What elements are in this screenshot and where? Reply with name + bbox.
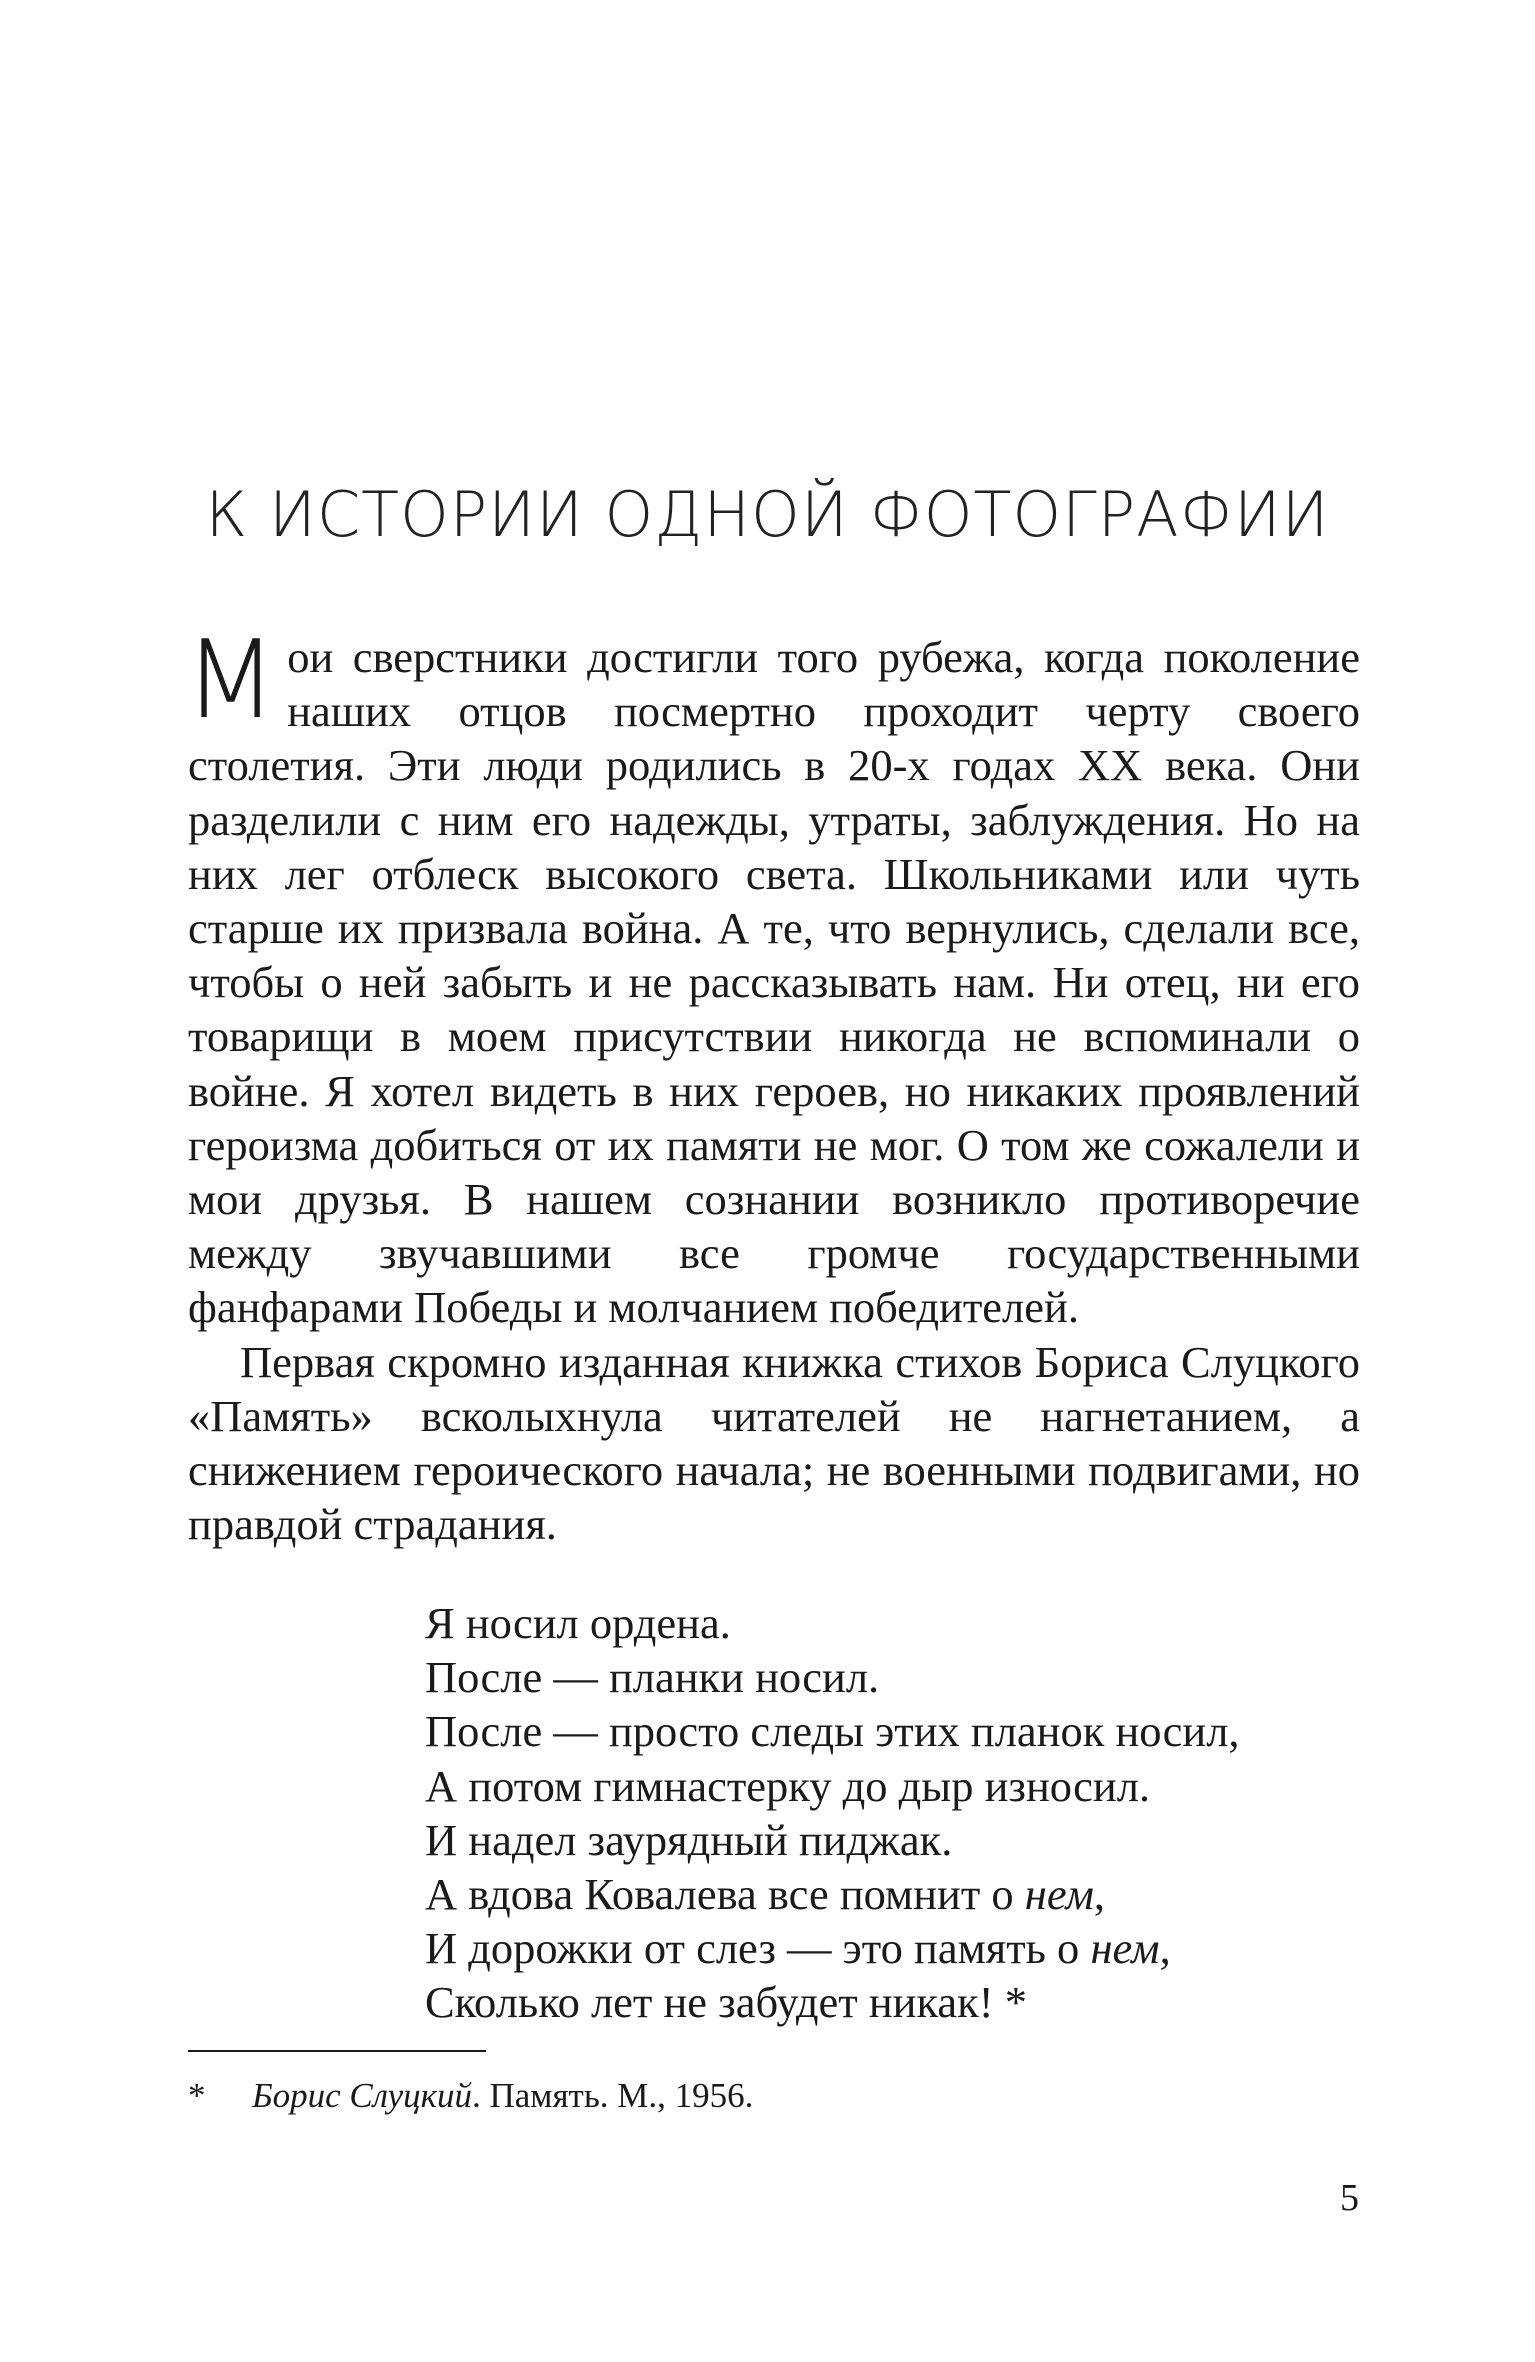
poem-line-4 [425,1759,1240,1813]
poem-line-6 [425,1867,1240,1921]
poem-quote [425,1596,1240,2030]
poem-line-7-italic: нем [1090,1923,1160,1974]
poem-line-3-text: После — просто следы этих планок носил, [425,1706,1240,1757]
poem-line-5-text: И надел заурядный пиджак. [425,1814,953,1865]
poem-line-2-text: После — планки носил. [425,1652,880,1703]
drop-cap: М [184,618,278,743]
poem-line-7-after: , [1159,1923,1171,1974]
poem-line-8 [425,1975,1240,2029]
poem-line-2 [425,1650,1240,1704]
poem-line-3 [425,1704,1240,1758]
paragraph-1 [184,618,1360,1335]
chapter-title: К ИСТОРИИ ОДНОЙ ФОТОГРАФИИ [205,478,1330,551]
footnote-citation: . Память. М., 1956. [471,2076,754,2115]
poem-line-6-after: , [1093,1869,1106,1920]
paragraph-2: Первая скромно изданная книжка стихов Бориса Слуцкого «Память» всколыхнула читателей не нагнетанием, а снижением героического начала; не военными подвигами, но правдой страдания. [188,1336,1360,1550]
poem-line-1-text: Я носил ордена. [425,1598,731,1648]
body-text [184,618,1360,1551]
page-number: 5 [1340,2177,1359,2219]
poem-line-6-italic: нем [1024,1869,1094,1920]
poem-line-7 [425,1921,1240,1975]
paragraph-1-text: ои сверстники достигли того рубежа, когда поколение наших отцов посмертно проходит черту своего столетия. Эти люди родились в 20-х годах XX века. Они разделили с ним его надежды, утраты, заблуждения. Но на них лег отблеск высокого света. Школьниками или чуть старше их призвала война. А те, что вернулись, сделали все, чтобы о ней забыть и не рассказывать нам. Ни отец, ни его товарищи в моем присутствии никогда не вспоминали о войне. Я хотел видеть в них героев, но никаких проявлений героизма добиться от их памяти не мог. О том же сожалели и мои друзья. В нашем сознании возникло противоречие между звучавшими все громче государственными фанфарами Победы и молчанием победителей. [188,632,1360,1333]
footnote-mark: * [188,2076,206,2115]
poem-line-7-text: И дорожки от слез — это память о [425,1923,1091,1974]
poem-line-8-text: Сколько лет не забудет никак! * [425,1977,1027,2028]
poem-line-6-text: А вдова Ковалева все помнит о [425,1869,1025,1920]
footnote-divider [188,2050,486,2052]
poem-line-1 [425,1596,1240,1650]
footnote-author: Борис Слуцкий [252,2076,472,2115]
poem-line-4-text: А потом гимнастерку до дыр износил. [425,1760,1151,1811]
footnote [188,2074,753,2118]
poem-line-5 [425,1813,1240,1867]
